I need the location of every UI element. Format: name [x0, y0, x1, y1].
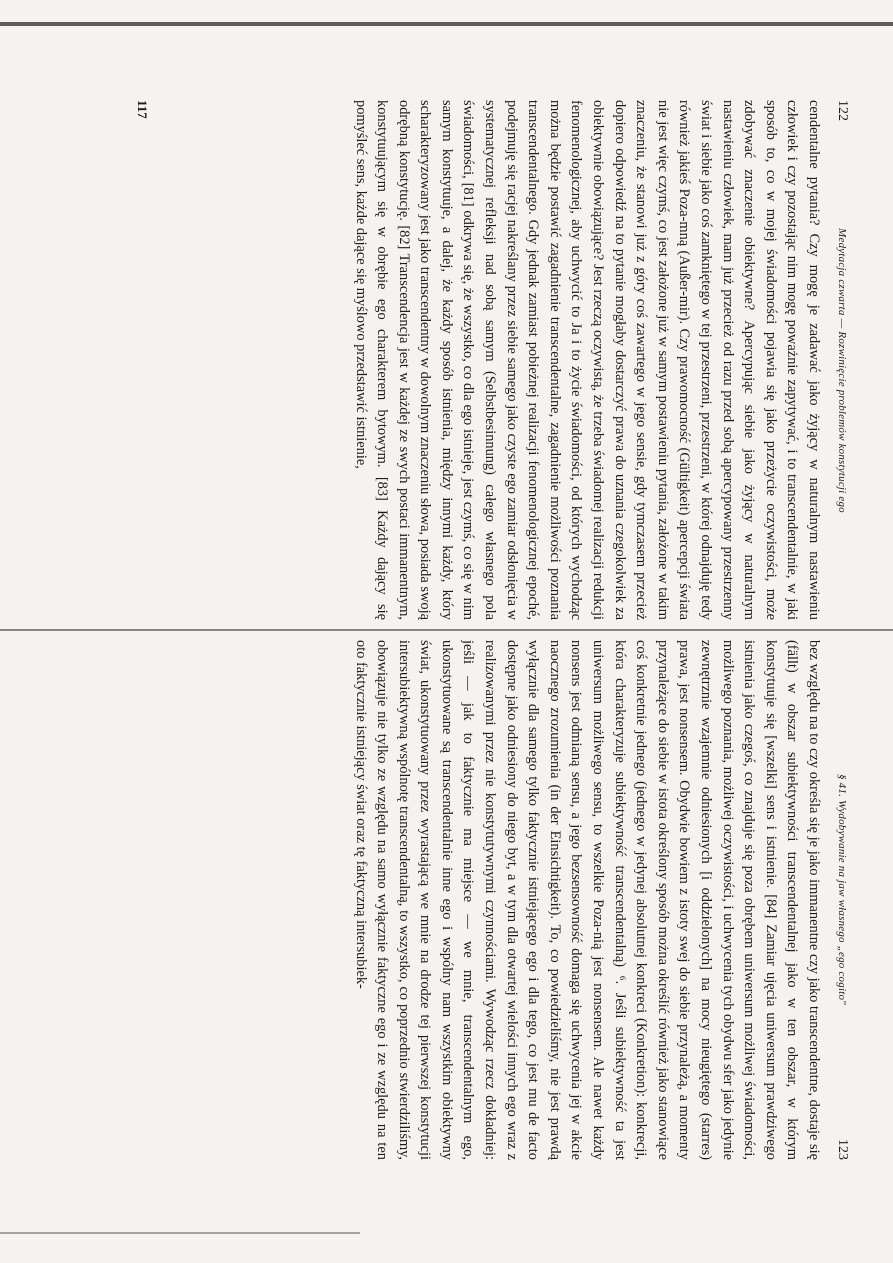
page-body-text: bez względu na to czy określa się je jako immanentne czy jako transcendentne, dostaje się (fällt) w obszar subiektywności transcendentalnej jako w ten obszar, w którym konstytuuje się [wszelki] sens i istnienie. [84] Zamiar ujęcia uniwersum prawdziwego istnienia jako czegoś, co znajduje się poza obrębem uniwersum możliwej świadomości, możliwego poznania, możliwej oczywistości, i uchwycenia tych obydwu sfer jako jedynie zewnętrznie wzajemnie odniesionych [i oddzielonych] na mocy nieugiętego (starres) prawa, jest nonsensem. Obydwie bowiem z istoty swej do siebie przynależą, a momenty przynależące do siebie w istota określony sposób można określić również jako stanowiące coś konkretnie jednego (jednego w jedynej absolutnej konkreci (Konkretion): konkrecji, która charakteryzuje subiektywność transcendentalną) ⁶. Jeśli subiektywność ta jest uniwersum możliwego sensu, to wszelkie Poza-nią jest nonsensem. Ale nawet każdy nonsens jest odmianą sensu, a jego bezsensowność domaga się uchwycenia jej w akcie naocznego zrozumienia (in der Einsichtigkeit). To, co powiedzieliśmy, nie jest prawdą wyłącznie dla samego tylko faktycznie istniejącego ego i dla tego, co jest mu de facto dostępne jako odniesiony do niego byt, a w tym dla otwartej wielości innych ego wraz z realizowanymi przez nie konstytutywnymi czynnościami. Wywodząc rzecz dokładniej: jeśli — jak to faktycznie ma miejsce — we mnie, transcendentalnym ego, ukonstytuowane są transcendentalnie inne ego i wspólny nam wszystkim obiektywny świat, ukonstytuowany przez wyrastającą we mnie na drodze tej pierwszej konstytucji intersubiektywną wspólnotę transcendentalną, to wszystko, co poprzednio stwierdziliśmy, obowiązuje nie tylko ze względu na samo wyłącznie faktyczne ego i ze względu na ten oto faktycznie istniejący świat oraz tę faktyczną intersubiek- — [352, 640, 822, 1160]
page-number: 122 — [835, 100, 850, 121]
page-number: 123 — [835, 1139, 850, 1160]
page-body-text: cendentalne pytania? Czy mogę je zadawać jako żyjący w naturalnym nastawieniu człowiek i czy pozostając nim mogę poważnie zapytywać, i to transcendentalnie, w jaki sposób to, co w mojej świadomości pojawia się jako przeżycie oczywistości, może zdobywać znaczenie obiektywne? Apercypując siebie jako żyjący w naturalnym nastawieniu człowiek, mam już przecież od razu przed sobą apercypowany przestrzenny świat i siebie jako coś zamkniętego w tej przestrzeni, przestrzeni, w której odnajduję tedy również jakieś Poza-mną (Außer-mir). Czy prawomocność (Gültigkeit) apercepcji świata nie jest więc czymś, co jest założone już w samym postawieniu pytania, założone w takim znaczeniu, że stanowi już z góry coś zawartego w jego sensie, gdy tymczasem przecież dopiero odpowiedź na to pytanie mogłaby dostarczyć prawa do uznania czegokolwiek za obiektywnie obowiązujące? Jest rzeczą oczywistą, że trzeba świadomej realizacji redukcji fenomenologicznej, aby uchwycić to Ja i to życie świadomości, od których wychodząc można będzie postawić zagadnienie transcendentalne, zagadnienie możliwości poznania transcendentalnego. Gdy jednak zamiast pobieżnej realizacji fenomenologicznej epoché, podejmuję się racjej nakreślany przez siebie samego jako czyste ego zamiar odsłonięcia w systematycznej refleksji nad sobą samym (Selbstbesinnung) całego własnego pola świadomości, [81] odkrywa się, że wszystko, co dla ego istnieje, jest czymś, co się w nim samym konstytuuje, a dalej, że każdy sposób istnienia, między innymi każdy, który scharakteryzowany jest jako transcendentny w dowolnym znaczeniu słowa, posiada swoją odrębną konstytucję. [82] Transcendencja jest w każdej ze swych postaci immanentnym, konstytuującym się w obrębie ego charakterem bytowym. [83] Każdy dający się pomyśleć sens, każde dające się myślowo przedstawić istnienie, — [352, 100, 822, 620]
book-page-left — [130, 100, 850, 620]
book-page-right — [130, 640, 850, 1160]
scan-edge-top — [0, 22, 893, 26]
running-title: Medytacja czwarta — Rozwinięcie problemów konstytucji ego — [836, 228, 848, 513]
running-head — [834, 640, 850, 1160]
page-gutter-line — [0, 629, 893, 631]
margin-number: 117 — [135, 100, 150, 119]
scan-edge-bottom — [0, 1232, 360, 1234]
running-title: § 41. Wydobywanie na jaw własnego „ego cogito" — [836, 774, 848, 1005]
running-head — [834, 100, 850, 620]
